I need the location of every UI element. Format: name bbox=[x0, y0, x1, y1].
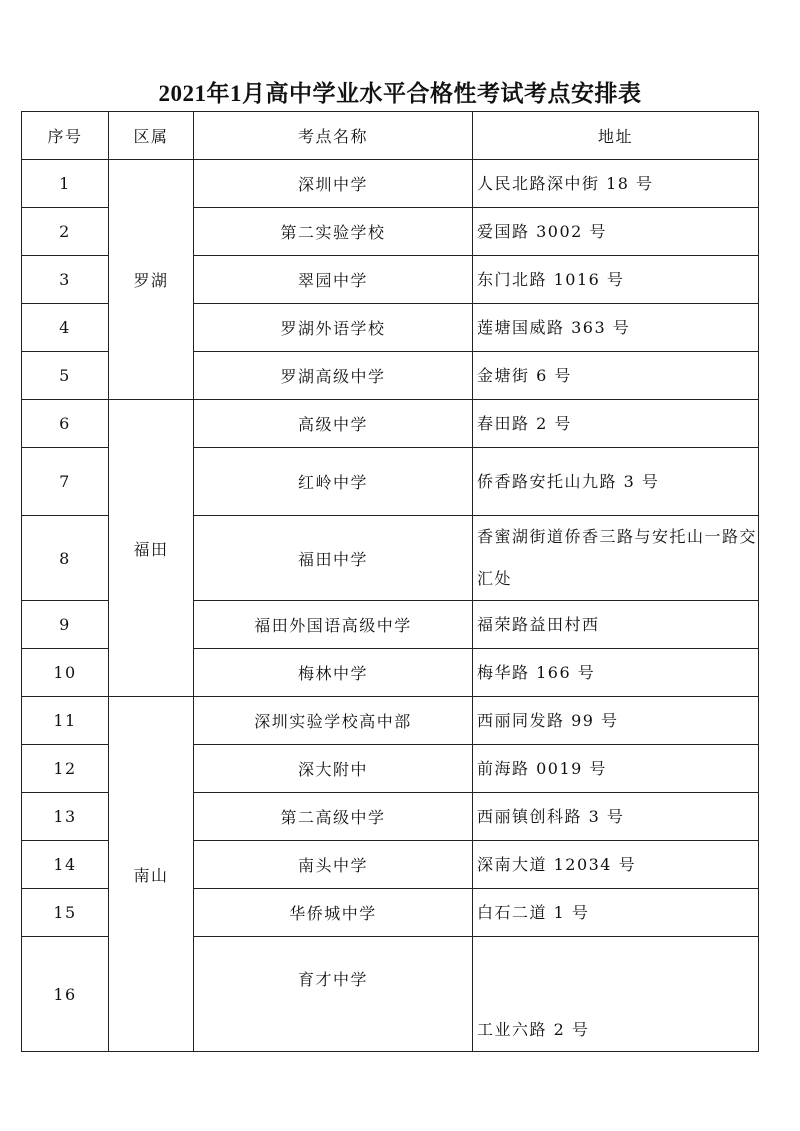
row-no: 5 bbox=[22, 352, 109, 400]
site-name: 深大附中 bbox=[194, 745, 473, 793]
site-address: 工业六路 2 号 bbox=[473, 937, 759, 1052]
district-cell: 福田 bbox=[109, 400, 194, 697]
row-no: 2 bbox=[22, 208, 109, 256]
site-address: 香蜜湖街道侨香三路与安托山一路交汇处 bbox=[473, 516, 759, 601]
row-no: 13 bbox=[22, 793, 109, 841]
row-no: 14 bbox=[22, 841, 109, 889]
site-address: 西丽同发路 99 号 bbox=[473, 697, 759, 745]
site-name: 深圳实验学校高中部 bbox=[194, 697, 473, 745]
row-no: 9 bbox=[22, 601, 109, 649]
site-address: 莲塘国威路 363 号 bbox=[473, 304, 759, 352]
site-name: 第二实验学校 bbox=[194, 208, 473, 256]
row-no: 6 bbox=[22, 400, 109, 448]
site-address: 深南大道 12034 号 bbox=[473, 841, 759, 889]
site-address: 春田路 2 号 bbox=[473, 400, 759, 448]
site-name: 罗湖高级中学 bbox=[194, 352, 473, 400]
header-address: 地址 bbox=[473, 112, 759, 160]
district-cell: 罗湖 bbox=[109, 160, 194, 400]
site-address: 侨香路安托山九路 3 号 bbox=[473, 448, 759, 516]
site-name: 高级中学 bbox=[194, 400, 473, 448]
site-name: 翠园中学 bbox=[194, 256, 473, 304]
site-address: 爱国路 3002 号 bbox=[473, 208, 759, 256]
page-title: 2021年1月高中学业水平合格性考试考点安排表 bbox=[158, 81, 642, 106]
row-no: 16 bbox=[22, 937, 109, 1052]
row-no: 3 bbox=[22, 256, 109, 304]
site-name: 深圳中学 bbox=[194, 160, 473, 208]
site-name: 南头中学 bbox=[194, 841, 473, 889]
site-name: 梅林中学 bbox=[194, 649, 473, 697]
row-no: 4 bbox=[22, 304, 109, 352]
header-name: 考点名称 bbox=[194, 112, 473, 160]
row-no: 8 bbox=[22, 516, 109, 601]
site-address: 前海路 0019 号 bbox=[473, 745, 759, 793]
site-address: 金塘街 6 号 bbox=[473, 352, 759, 400]
table-row bbox=[22, 400, 759, 448]
header-district: 区属 bbox=[109, 112, 194, 160]
site-address: 西丽镇创科路 3 号 bbox=[473, 793, 759, 841]
site-name: 罗湖外语学校 bbox=[194, 304, 473, 352]
row-no: 7 bbox=[22, 448, 109, 516]
row-no: 11 bbox=[22, 697, 109, 745]
district-cell: 南山 bbox=[109, 697, 194, 1052]
row-no: 1 bbox=[22, 160, 109, 208]
exam-site-table bbox=[21, 111, 759, 1052]
table-header-row bbox=[22, 112, 759, 160]
table-row bbox=[22, 160, 759, 208]
row-no: 15 bbox=[22, 889, 109, 937]
table-row bbox=[22, 697, 759, 745]
header-no: 序号 bbox=[22, 112, 109, 160]
site-name: 红岭中学 bbox=[194, 448, 473, 516]
site-address: 福荣路益田村西 bbox=[473, 601, 759, 649]
site-address: 人民北路深中街 18 号 bbox=[473, 160, 759, 208]
site-name: 福田外国语高级中学 bbox=[194, 601, 473, 649]
site-address: 东门北路 1016 号 bbox=[473, 256, 759, 304]
site-name: 第二高级中学 bbox=[194, 793, 473, 841]
site-name: 福田中学 bbox=[194, 516, 473, 601]
row-no: 10 bbox=[22, 649, 109, 697]
row-no: 12 bbox=[22, 745, 109, 793]
site-name: 育才中学 bbox=[194, 937, 473, 1052]
site-address: 白石二道 1 号 bbox=[473, 889, 759, 937]
site-name: 华侨城中学 bbox=[194, 889, 473, 937]
site-address: 梅华路 166 号 bbox=[473, 649, 759, 697]
